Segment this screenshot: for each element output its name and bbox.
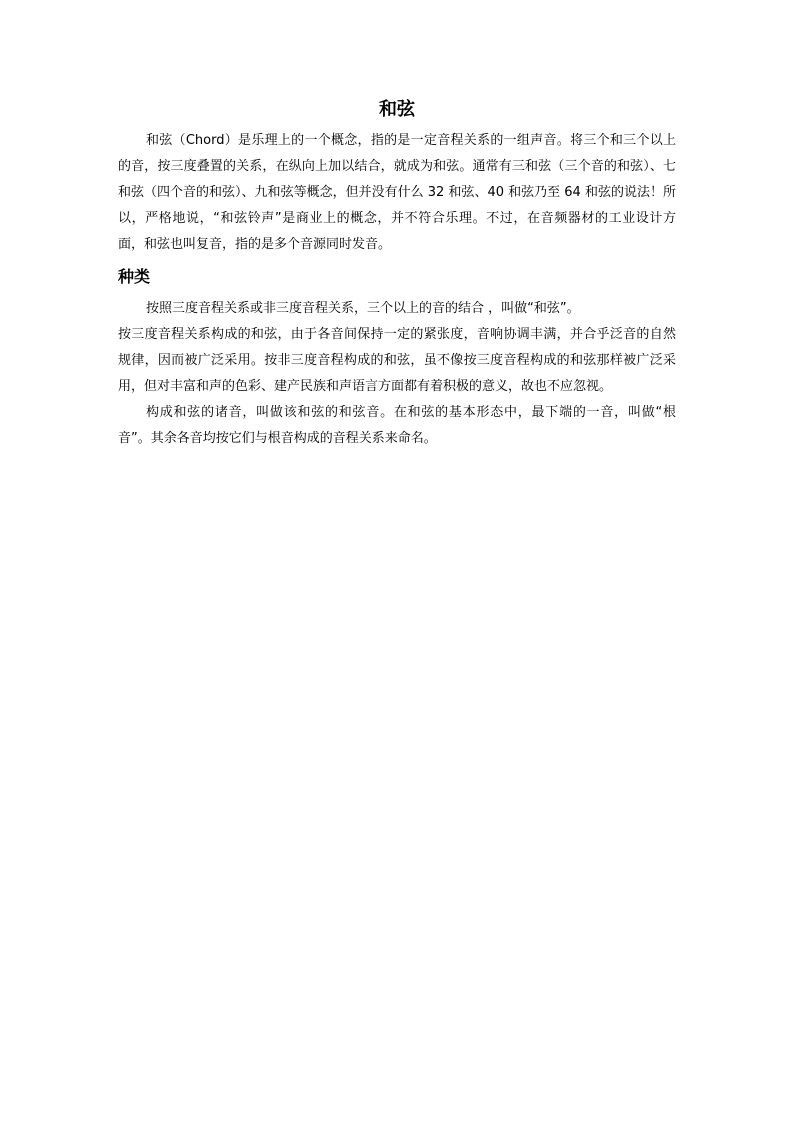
paragraph-root: 构成和弦的诸音，叫做该和弦的和弦音。在和弦的基本形态中，最下端的一音，叫做“根音”。其余各音均按它们与根音构成的音程关系来命名。: [118, 405, 676, 446]
paragraph-definition: 按照三度音程关系或非三度音程关系，三个以上的音的结合 ，叫做“和弦”。: [146, 301, 580, 316]
section-heading: 种类: [118, 267, 151, 286]
intro-paragraph: 和弦（Chord）是乐理上的一个概念，指的是一定音程关系的一组声音。将三个和三个以上的音，按三度叠置的关系，在纵向上加以结合，就成为和弦。通常有三和弦（三个音的和弦）、七和弦（四个音的和弦）、九和弦等概念，但并没有什么 32 和弦、40 和弦乃至 64 和弦的说法！所以，严格地说，“和弦铃声”是商业上的概念，并不符合乐理。不过，在音频器材的工业设计方面，和弦也叫复音，指的是多个音源同时发音。: [118, 133, 676, 252]
document-body: [118, 96, 676, 452]
paragraph-usage: 按三度音程关系构成的和弦，由于各音间保持一定的紧张度，音响协调丰满，并合乎泛音的自然规律，因而被广泛采用。按非三度音程构成的和弦，虽不像按三度音程构成的和弦那样被广泛采用，但对丰富和声的色彩、建产民族和声语言方面都有着积极的意义，故也不应忽视。: [118, 327, 676, 394]
page-title: 和弦: [379, 99, 415, 120]
